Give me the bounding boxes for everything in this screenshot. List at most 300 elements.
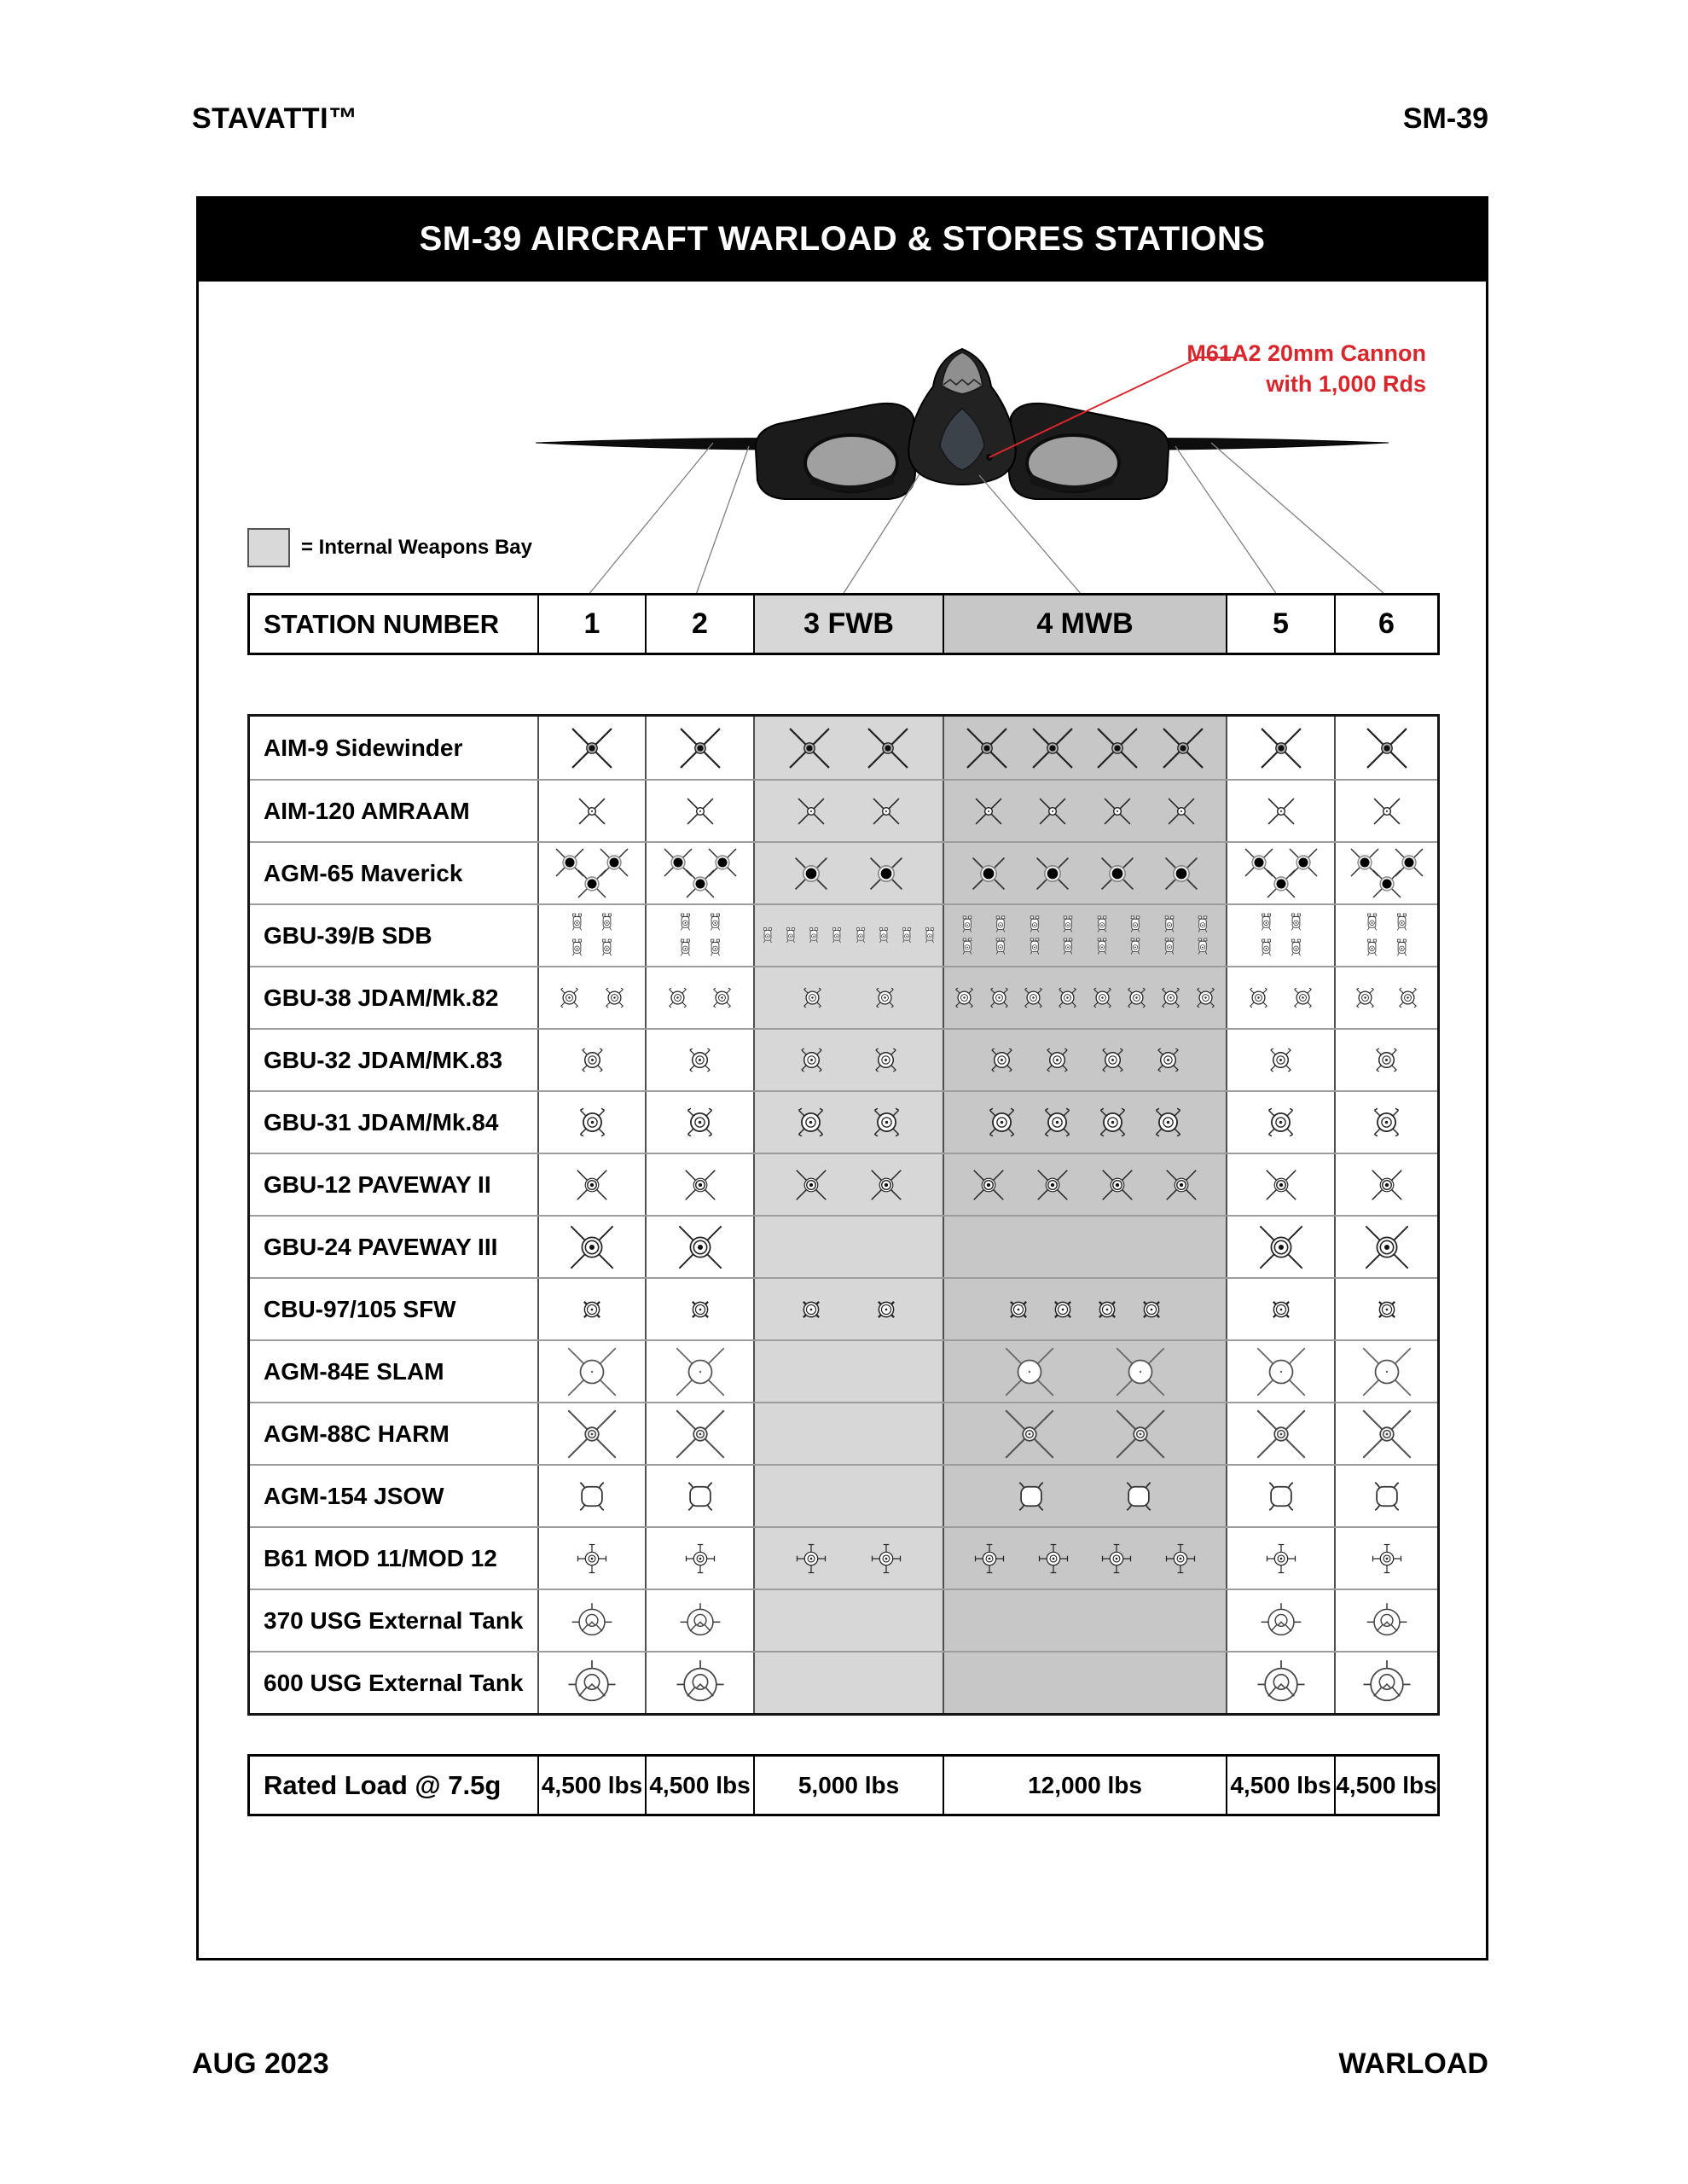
weapon-row (250, 1589, 1437, 1651)
jsow-icon (679, 1475, 722, 1518)
stores-cell-station-1 (537, 781, 645, 841)
jdam-icon (795, 1043, 828, 1077)
stores-cell-station-2 (645, 1403, 753, 1464)
stores-cell-station-1 (537, 1154, 645, 1215)
sdb-icon (1192, 936, 1214, 958)
jdam-icon (683, 1043, 716, 1077)
stores-cell-station-2 (645, 1279, 753, 1339)
sdb-icon (674, 937, 697, 960)
engine-nacelle-right (1009, 404, 1169, 499)
jdam-icon (1370, 1043, 1403, 1077)
stores-cell-station-1 (537, 905, 645, 966)
amraam-icon (1098, 792, 1137, 831)
cannon-annotation-line1: M61A2 20mm Cannon (1186, 340, 1426, 366)
amraam-icon (1033, 792, 1072, 831)
jdam-icon (576, 1043, 609, 1077)
stores-cell-station-4 (943, 1466, 1226, 1526)
station-number-header: STATION NUMBER (264, 608, 500, 639)
b61-icon (792, 1540, 830, 1577)
jdam-icon (1289, 984, 1317, 1012)
stores-cell-station-1 (537, 843, 645, 903)
sidewinder-icon (1160, 725, 1206, 771)
weapon-row (250, 1090, 1437, 1153)
jdam-icon (950, 984, 978, 1012)
sdb-icon (1124, 914, 1146, 936)
sdb-icon (566, 937, 589, 960)
stores-cell-station-3 (753, 717, 943, 779)
sdb-icon (1285, 937, 1308, 960)
sidewinder-icon (1030, 725, 1076, 771)
stores-cell-station-5 (1226, 717, 1334, 779)
amraam-icon (1162, 792, 1201, 831)
jdam-icon (600, 984, 629, 1012)
engine-nacelle-left (756, 404, 915, 499)
stores-cell-station-5 (1226, 1030, 1334, 1090)
document-header-left: STAVATTI™ (192, 102, 358, 135)
paveway3-icon (1362, 1223, 1412, 1272)
rated-load-station-1: 4,500 lbs (537, 1757, 645, 1814)
rated-load-station-5: 4,500 lbs (1226, 1757, 1334, 1814)
weapon-row (250, 966, 1437, 1028)
stores-cell-station-2 (645, 1092, 753, 1153)
jdam-icon (1041, 1043, 1074, 1077)
sdb-icon (919, 926, 940, 946)
jdam-icon (985, 1043, 1018, 1077)
jdam-icon (1261, 1102, 1301, 1142)
weapon-label: B61 MOD 11/MOD 12 (264, 1544, 497, 1571)
stores-cell-station-5 (1226, 1279, 1334, 1339)
stores-cell-station-3 (753, 1092, 943, 1153)
stores-cell-station-3 (753, 1030, 943, 1090)
harm-icon (1361, 1409, 1412, 1460)
cannon-annotation-line2: with 1,000 Rds (1266, 371, 1426, 397)
stores-cell-station-1 (537, 1030, 645, 1090)
sdb-icon (595, 937, 618, 960)
weapon-label: GBU-12 PAVEWAY II (264, 1170, 491, 1198)
stores-cell-station-4 (943, 1154, 1226, 1215)
stores-cell-station-3 (753, 1217, 943, 1277)
sdb-icon (1285, 911, 1308, 934)
tank600-icon (567, 1658, 617, 1708)
weapon-label: 370 USG External Tank (264, 1606, 524, 1634)
stores-cell-station-2 (645, 717, 753, 779)
amraam-icon (969, 792, 1008, 831)
stores-cell-station-3 (753, 1154, 943, 1215)
jdam-icon (1096, 1043, 1129, 1077)
weapon-label: 600 USG External Tank (264, 1669, 524, 1696)
sdb-icon (595, 911, 618, 934)
cbu97-icon (1134, 1292, 1169, 1327)
stores-cell-station-6 (1334, 1154, 1437, 1215)
maverick-icon (1033, 854, 1072, 893)
slam-icon (1004, 1346, 1055, 1397)
stores-cell-station-6 (1334, 1528, 1437, 1589)
jdam-icon (982, 1102, 1022, 1142)
stores-cell-station-1 (537, 1653, 645, 1713)
sidewinder-icon (964, 725, 1010, 771)
sdb-icon (566, 911, 589, 934)
slam-icon (566, 1346, 618, 1397)
paveway2-icon (1098, 1165, 1137, 1205)
maverick-icon (683, 867, 717, 901)
harm-icon (1115, 1409, 1166, 1460)
station-column-6: 6 (1334, 595, 1437, 653)
weapon-label: GBU-38 JDAM/Mk.82 (264, 984, 499, 1011)
jdam-icon (1019, 984, 1047, 1012)
paveway2-icon (1367, 1165, 1407, 1205)
sdb-icon (1192, 914, 1214, 936)
stores-cell-station-2 (645, 967, 753, 1028)
cbu97-icon (1369, 1292, 1405, 1327)
weapon-label: AGM-84E SLAM (264, 1357, 444, 1385)
sidewinder-icon (677, 725, 723, 771)
weapon-row (250, 717, 1437, 779)
stores-cell-station-6 (1334, 905, 1437, 966)
legend-label: = Internal Weapons Bay (301, 536, 532, 559)
stores-cell-station-6 (1334, 967, 1437, 1028)
stores-cell-station-6 (1334, 843, 1437, 903)
paveway2-icon (681, 1165, 720, 1205)
stores-cell-station-6 (1334, 1403, 1437, 1464)
stores-cell-station-1 (537, 1217, 645, 1277)
title-bar (196, 196, 1488, 282)
stores-cell-station-2 (645, 1590, 753, 1651)
sdb-icon (873, 926, 894, 946)
b61-icon (682, 1540, 719, 1577)
paveway3-icon (567, 1223, 617, 1272)
jdam-icon (1151, 1043, 1185, 1077)
jsow-icon (571, 1475, 613, 1518)
jdam-icon (572, 1102, 612, 1142)
stores-cell-station-5 (1226, 843, 1334, 903)
sdb-icon (827, 926, 847, 946)
stores-cell-station-6 (1334, 1217, 1437, 1277)
sdb-icon (989, 936, 1012, 958)
maverick-icon (969, 854, 1008, 893)
sdb-icon (803, 926, 824, 946)
jdam-icon (1053, 984, 1082, 1012)
b61-icon (1035, 1540, 1072, 1577)
stores-cell-station-3 (753, 843, 943, 903)
stores-cell-station-6 (1334, 781, 1437, 841)
slam-icon (1115, 1346, 1166, 1397)
stores-cell-station-2 (645, 1217, 753, 1277)
stores-cell-station-2 (645, 1030, 753, 1090)
weapon-label: AGM-65 Maverick (264, 859, 463, 886)
station-column-4-mwb: 4 MWB (943, 595, 1226, 653)
jdam-icon (869, 1043, 902, 1077)
paveway2-icon (867, 1165, 906, 1205)
sdb-icon (1360, 937, 1383, 960)
jdam-icon (1394, 984, 1422, 1012)
weapon-label: GBU-31 JDAM/Mk.84 (264, 1108, 499, 1136)
maverick-icon (792, 854, 831, 893)
jdam-icon (708, 984, 736, 1012)
sdb-icon (1024, 914, 1046, 936)
stores-cell-station-3 (753, 1279, 943, 1339)
jdam-icon (555, 984, 583, 1012)
stores-cell-station-1 (537, 1279, 645, 1339)
stores-cell-station-2 (645, 1653, 753, 1713)
slam-icon (1256, 1346, 1307, 1397)
stores-cell-station-5 (1226, 1092, 1334, 1153)
harm-icon (1004, 1409, 1055, 1460)
stores-cell-station-2 (645, 1528, 753, 1589)
sdb-icon (1091, 914, 1113, 936)
sdb-icon (956, 936, 978, 958)
document-header-right: SM-39 (1402, 102, 1488, 135)
station-column-5: 5 (1226, 595, 1334, 653)
stores-cell-station-2 (645, 905, 753, 966)
rated-load-station-4: 12,000 lbs (943, 1757, 1226, 1814)
tank600-icon (676, 1658, 725, 1708)
weapon-label: AIM-9 Sidewinder (264, 734, 463, 761)
paveway2-icon (572, 1165, 612, 1205)
internal-weapons-bay-swatch (247, 528, 290, 567)
tank370-icon (678, 1599, 722, 1643)
stores-cell-station-5 (1226, 1341, 1334, 1402)
jdam-icon (1366, 1102, 1407, 1142)
cbu97-icon (1263, 1292, 1299, 1327)
stores-cell-station-2 (645, 843, 753, 903)
weapon-row (250, 1651, 1437, 1713)
cannon-annotation (1186, 338, 1426, 399)
stores-cell-station-4 (943, 1030, 1226, 1090)
stores-cell-station-1 (537, 1092, 645, 1153)
stores-cell-station-5 (1226, 905, 1334, 966)
sidewinder-icon (1258, 725, 1304, 771)
stores-cell-station-4 (943, 1092, 1226, 1153)
sdb-icon (674, 911, 697, 934)
amraam-icon (681, 792, 720, 831)
cbu97-icon (1089, 1292, 1125, 1327)
jdam-icon (867, 1102, 907, 1142)
sdb-icon (1057, 936, 1079, 958)
stores-cell-station-3 (753, 967, 943, 1028)
stores-cell-station-3 (753, 1403, 943, 1464)
weapon-row (250, 779, 1437, 841)
rated-load-station-2: 4,500 lbs (645, 1757, 753, 1814)
stores-cell-station-6 (1334, 1030, 1437, 1090)
sdb-icon (704, 911, 727, 934)
maverick-icon (1098, 854, 1137, 893)
station-column-2: 2 (645, 595, 753, 653)
stores-cell-station-6 (1334, 1653, 1437, 1713)
sdb-icon (850, 926, 871, 946)
stores-cell-station-4 (943, 1653, 1226, 1713)
sdb-icon (1124, 936, 1146, 958)
paveway3-icon (1256, 1223, 1306, 1272)
jdam-icon (1264, 1043, 1297, 1077)
harm-icon (566, 1409, 618, 1460)
stores-cell-station-1 (537, 717, 645, 779)
maverick-icon (1264, 867, 1298, 901)
b61-icon (1162, 1540, 1199, 1577)
station-number-table (247, 593, 1440, 655)
weapon-row (250, 1215, 1437, 1277)
stores-cell-station-5 (1226, 1590, 1334, 1651)
stores-cell-station-4 (943, 1590, 1226, 1651)
weapon-row (250, 1153, 1437, 1215)
jdam-icon (1244, 984, 1273, 1012)
stores-cell-station-3 (753, 1528, 943, 1589)
b61-icon (1098, 1540, 1135, 1577)
tank370-icon (570, 1599, 614, 1643)
sidewinder-icon (865, 725, 911, 771)
jdam-icon (664, 984, 692, 1012)
b61-icon (573, 1540, 611, 1577)
document-footer-left: AUG 2023 (192, 2048, 329, 2080)
weapon-row (250, 1028, 1437, 1090)
cbu97-icon (793, 1292, 829, 1327)
paveway2-icon (792, 1165, 831, 1205)
maverick-icon (867, 854, 906, 893)
stores-cell-station-4 (943, 1528, 1226, 1589)
tank370-icon (1365, 1599, 1409, 1643)
weapon-row (250, 841, 1437, 903)
jdam-icon (798, 984, 827, 1012)
jdam-icon (1122, 984, 1151, 1012)
stores-cell-station-4 (943, 717, 1226, 779)
amraam-icon (792, 792, 831, 831)
stores-cell-station-4 (943, 1341, 1226, 1402)
station-column-3-fwb: 3 FWB (753, 595, 943, 653)
stores-cell-station-6 (1334, 717, 1437, 779)
sdb-icon (1360, 911, 1383, 934)
document-footer-right: WARLOAD (1338, 2048, 1488, 2080)
stores-cell-station-5 (1226, 1217, 1334, 1277)
stores-cell-station-1 (537, 1466, 645, 1526)
stores-cell-station-6 (1334, 1466, 1437, 1526)
paveway2-icon (1262, 1165, 1301, 1205)
rated-load-station-6: 4,500 lbs (1334, 1757, 1437, 1814)
stores-cell-station-4 (943, 905, 1226, 966)
tank600-icon (1362, 1658, 1412, 1708)
sidewinder-icon (786, 725, 832, 771)
maverick-icon (1370, 867, 1404, 901)
b61-icon (971, 1540, 1008, 1577)
stores-cell-station-5 (1226, 1403, 1334, 1464)
stores-cell-station-1 (537, 1403, 645, 1464)
rated-load-table (247, 1754, 1440, 1816)
sdb-icon (896, 926, 917, 946)
stores-cell-station-4 (943, 967, 1226, 1028)
weapon-row (250, 1339, 1437, 1402)
stores-cell-station-1 (537, 1341, 645, 1402)
sdb-icon (1255, 911, 1278, 934)
cbu97-icon (868, 1292, 904, 1327)
stores-cell-station-6 (1334, 1279, 1437, 1339)
jdam-icon (1037, 1102, 1077, 1142)
jdam-icon (985, 984, 1013, 1012)
weapon-label: GBU-32 JDAM/MK.83 (264, 1046, 503, 1073)
stores-cell-station-6 (1334, 1590, 1437, 1651)
sdb-icon (1390, 911, 1413, 934)
sdb-icon (704, 937, 727, 960)
sidewinder-icon (1364, 725, 1410, 771)
jdam-icon (1192, 984, 1220, 1012)
stores-cell-station-3 (753, 781, 943, 841)
maverick-icon (575, 867, 609, 901)
weapon-label: AGM-154 JSOW (264, 1482, 444, 1509)
stores-cell-station-3 (753, 1590, 943, 1651)
stores-cell-station-4 (943, 1217, 1226, 1277)
amraam-icon (1262, 792, 1301, 831)
jdam-icon (791, 1102, 831, 1142)
stores-cell-station-6 (1334, 1092, 1437, 1153)
sdb-icon (956, 914, 978, 936)
harm-icon (1256, 1409, 1307, 1460)
jsow-icon (1366, 1475, 1408, 1518)
sdb-icon (989, 914, 1012, 936)
stores-cell-station-1 (537, 1528, 645, 1589)
stores-cell-station-4 (943, 1403, 1226, 1464)
stores-cell-station-3 (753, 1653, 943, 1713)
cbu97-icon (574, 1292, 610, 1327)
jdam-icon (1093, 1102, 1133, 1142)
stores-cell-station-2 (645, 781, 753, 841)
amraam-icon (1367, 792, 1407, 831)
jdam-icon (871, 984, 899, 1012)
weapon-row (250, 1277, 1437, 1339)
harm-icon (675, 1409, 726, 1460)
slam-icon (1361, 1346, 1412, 1397)
jdam-icon (680, 1102, 720, 1142)
weapon-row (250, 1464, 1437, 1526)
maverick-icon (1162, 854, 1201, 893)
stores-cell-station-5 (1226, 1653, 1334, 1713)
page-title: SM-39 AIRCRAFT WARLOAD & STORES STATIONS (419, 219, 1266, 258)
stores-cell-station-4 (943, 1279, 1226, 1339)
sdb-icon (1390, 937, 1413, 960)
stores-cell-station-5 (1226, 1466, 1334, 1526)
weapon-label: AGM-88C HARM (264, 1420, 450, 1447)
paveway3-icon (676, 1223, 725, 1272)
stores-cell-station-5 (1226, 781, 1334, 841)
sidewinder-icon (1094, 725, 1140, 771)
jdam-icon (1157, 984, 1185, 1012)
stores-cell-station-4 (943, 843, 1226, 903)
cbu97-icon (1045, 1292, 1081, 1327)
warload-stores-table (247, 714, 1440, 1716)
jsow-icon (1117, 1475, 1160, 1518)
sdb-icon (1255, 937, 1278, 960)
b61-icon (867, 1540, 905, 1577)
sidewinder-icon (569, 725, 615, 771)
weapon-label: GBU-39/B SDB (264, 921, 432, 949)
jdam-icon (1088, 984, 1117, 1012)
paveway2-icon (969, 1165, 1008, 1205)
amraam-icon (867, 792, 906, 831)
sdb-icon (757, 926, 778, 946)
jdam-icon (1351, 984, 1379, 1012)
stores-cell-station-5 (1226, 1528, 1334, 1589)
b61-icon (1262, 1540, 1300, 1577)
paveway2-icon (1033, 1165, 1072, 1205)
stores-cell-station-2 (645, 1154, 753, 1215)
weapon-label: GBU-24 PAVEWAY III (264, 1233, 498, 1260)
stores-cell-station-5 (1226, 967, 1334, 1028)
tank600-icon (1256, 1658, 1306, 1708)
cbu97-icon (1001, 1292, 1036, 1327)
sdb-icon (780, 926, 801, 946)
jsow-icon (1260, 1475, 1302, 1518)
weapon-label: CBU-97/105 SFW (264, 1295, 456, 1322)
stores-cell-station-2 (645, 1341, 753, 1402)
weapon-row (250, 903, 1437, 966)
sdb-icon (1158, 914, 1180, 936)
stores-cell-station-1 (537, 1590, 645, 1651)
